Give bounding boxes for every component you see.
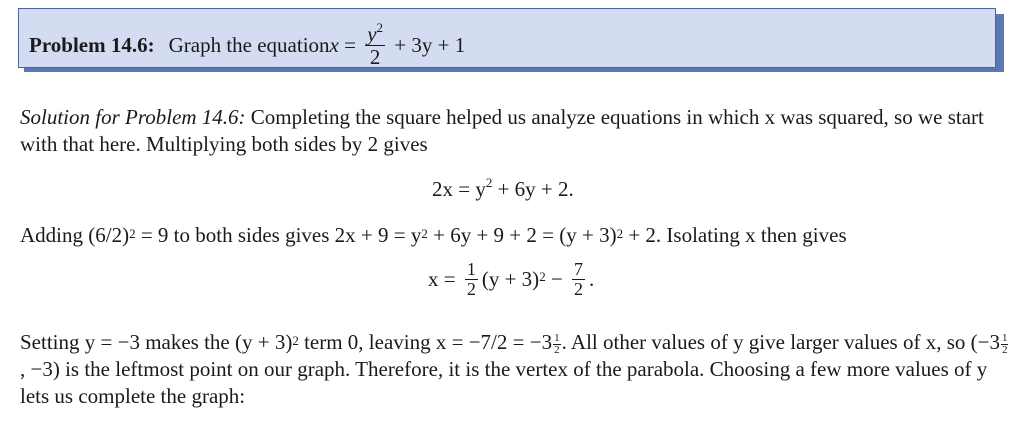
mixed-fraction-2-den: 2 [1001, 343, 1008, 356]
solution-label: Solution for Problem 14.6: [20, 105, 246, 129]
eq2-frac2-numerator: 7 [574, 259, 584, 279]
eq2-frac1-denominator: 2 [466, 278, 476, 299]
mixed-fraction-2-num: 1 [1001, 331, 1008, 344]
eq2-frac1-numerator: 1 [466, 259, 476, 279]
equation-2-end: . [589, 266, 595, 291]
mixed-fraction-2 [1001, 333, 1009, 356]
para2-part-d: + 2. Isolating x then gives [623, 223, 847, 247]
fraction-numerator: y [367, 22, 377, 46]
equation-2-fraction-1 [465, 260, 478, 299]
equation-1 [432, 177, 574, 202]
mixed-fraction-1-den: 2 [554, 343, 560, 356]
para3-exp: 2 [292, 333, 299, 348]
eq2-frac2-denominator: 2 [574, 278, 584, 299]
problem-fraction [365, 20, 385, 70]
para2-part-a: Adding (6/2) [20, 223, 130, 247]
equation-1-right: + 6y + 2. [492, 177, 574, 201]
solution-paragraph-1 [20, 104, 1012, 158]
para2-exp-3: 2 [616, 226, 624, 241]
para3-part-d: , −3) is the leftmost point on our graph. Therefore, it is the vertex of the parabola. Choosing a few more values of y lets us complete the graph: [20, 357, 988, 408]
problem-label: Problem 14.6: [29, 33, 155, 58]
equation-2 [428, 260, 594, 299]
problem-tail: + 3y + 1 [389, 33, 466, 58]
equation-2-left: x = [428, 266, 461, 291]
solution-text-1: Completing the square helped us analyze equations in which x was squared, so we start with that here. Multiplying both sides by 2 gives [20, 105, 984, 156]
para3-part-a: Setting y = −3 makes the (y + 3) [20, 330, 293, 354]
para3-part-b: term 0, leaving x = −7/2 = −3 [298, 330, 553, 354]
mixed-fraction-1-num: 1 [554, 331, 560, 344]
problem-box [18, 8, 996, 68]
para2-exp-2: 2 [421, 226, 428, 241]
equation-2-minus: − [545, 266, 569, 291]
solution-paragraph-2 [20, 222, 1012, 249]
mixed-fraction-1 [553, 333, 561, 356]
equation-1-exponent: 2 [485, 175, 493, 190]
para2-exp-1: 2 [129, 226, 136, 241]
fraction-denominator: 2 [369, 45, 381, 70]
equation-2-exponent: 2 [539, 269, 546, 285]
problem-statement [29, 20, 466, 70]
equation-1-left: 2x = y [432, 177, 486, 201]
solution-paragraph-3 [20, 329, 1012, 410]
equation-2-middle: (y + 3) [481, 266, 540, 291]
equation-2-fraction-2 [572, 260, 585, 299]
para3-part-c: . All other values of y give larger values of x, so (−3 [561, 330, 1000, 354]
problem-equals: = [338, 33, 362, 58]
problem-text: Graph the equation [168, 33, 330, 58]
para2-part-c: + 6y + 9 + 2 = (y + 3) [427, 223, 617, 247]
problem-x: x [329, 33, 339, 58]
fraction-exponent: 2 [376, 20, 384, 35]
para2-part-b: = 9 to both sides gives 2x + 9 = y [135, 223, 422, 247]
